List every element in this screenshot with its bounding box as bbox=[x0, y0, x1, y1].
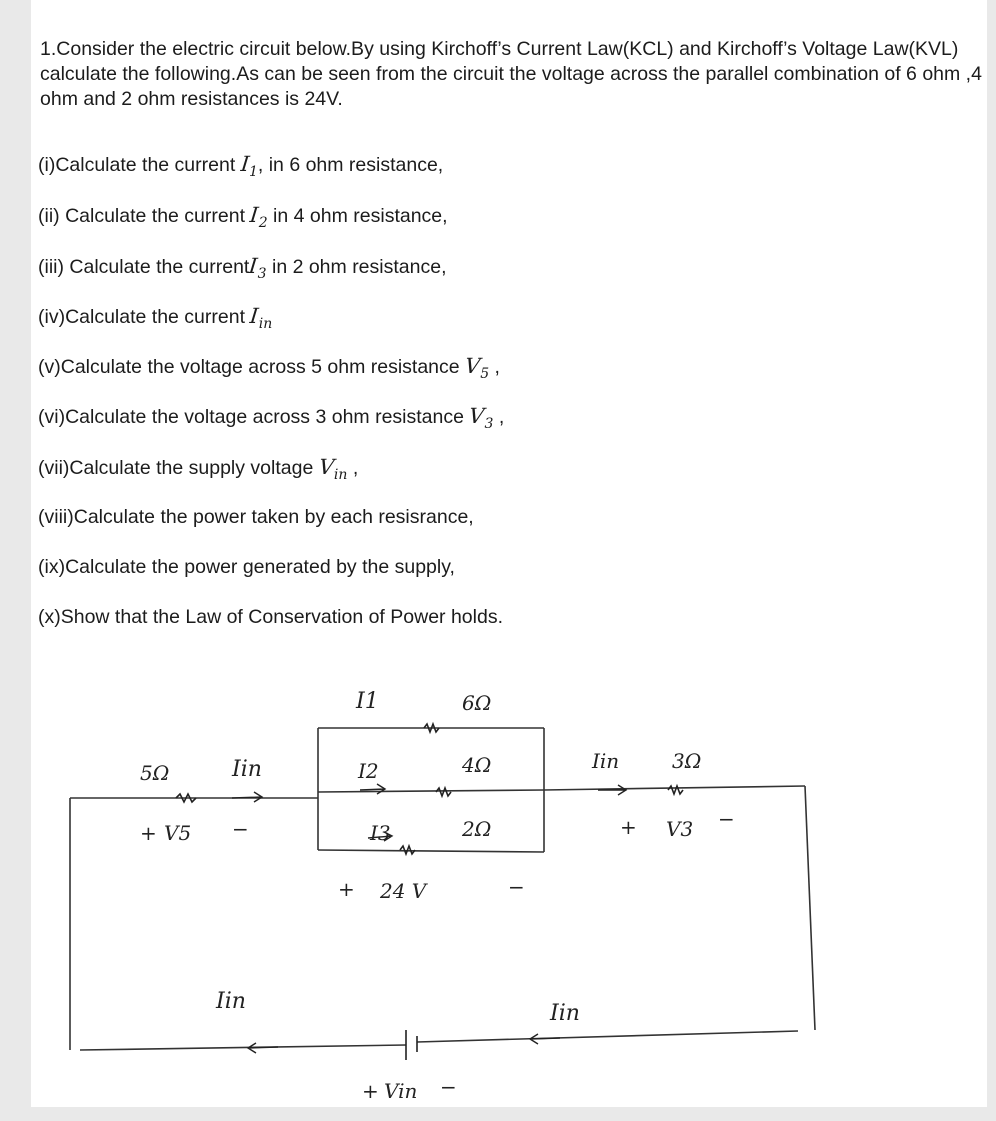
question-9: (ix)Calculate the power generated by the supply, bbox=[38, 556, 455, 578]
label-vin-minus: − bbox=[440, 1075, 457, 1099]
question-1: (i)Calculate the current $I_1$, in 6 ohm resistance, bbox=[38, 152, 444, 180]
label-i2: I2 bbox=[358, 759, 379, 783]
question-3: (iii) Calculate the currentI$_3$ in 2 ohm resistance, bbox=[38, 254, 447, 282]
label-i1: I1 bbox=[356, 689, 379, 714]
question-10: (x)Show that the Law of Conservation of Power holds. bbox=[38, 606, 503, 628]
question-4: (iv)Calculate the current $I_{in}$ bbox=[38, 304, 273, 332]
label-24v-plus: + bbox=[338, 877, 355, 901]
question-2: (ii) Calculate the current $I_2$ in 4 ohm resistance, bbox=[38, 203, 448, 231]
label-vin-plus: + bbox=[362, 1079, 379, 1103]
label-v3-plus: + bbox=[620, 815, 637, 839]
question-8: (viii)Calculate the power taken by each resisrance, bbox=[38, 506, 474, 528]
label-24v-minus: − bbox=[508, 875, 525, 899]
label-vin: Vin bbox=[384, 1079, 418, 1103]
label-v5: V5 bbox=[164, 821, 192, 845]
label-v3-minus: − bbox=[718, 807, 735, 831]
label-iin-top-left: Iin bbox=[232, 757, 262, 782]
question-5: (v)Calculate the voltage across 5 ohm resistance $V_5$ , bbox=[38, 354, 500, 382]
label-r2: 2Ω bbox=[462, 817, 492, 841]
question-7: (vii)Calculate the supply voltage $V_{in}$ , bbox=[38, 455, 359, 483]
label-r3: 3Ω bbox=[672, 749, 702, 773]
label-v5-plus: + bbox=[140, 821, 157, 845]
label-r5: 5Ω bbox=[140, 761, 170, 785]
label-iin-bottom-left: Iin bbox=[216, 989, 246, 1014]
label-24v: 24 V bbox=[380, 879, 427, 903]
label-v5-minus: − bbox=[232, 817, 249, 841]
label-r6: 6Ω bbox=[462, 691, 492, 715]
label-r4: 4Ω bbox=[462, 753, 492, 777]
problem-intro: 1.Consider the electric circuit below.By using Kirchoff’s Current Law(KCL) and Kirchoff’s Voltage Law(KVL) calculate the following.As can be seen from the circuit the voltage across the parallel combination of 6 ohm ,4 ohm and 2 ohm resistances is 24V. bbox=[40, 38, 982, 110]
label-iin-bottom-right: Iin bbox=[550, 1001, 580, 1026]
label-iin-top-right: Iin bbox=[592, 749, 620, 773]
label-v3: V3 bbox=[666, 817, 694, 841]
label-i3: I3 bbox=[370, 821, 391, 845]
question-6: (vi)Calculate the voltage across 3 ohm resistance $V_3$ , bbox=[38, 404, 505, 432]
